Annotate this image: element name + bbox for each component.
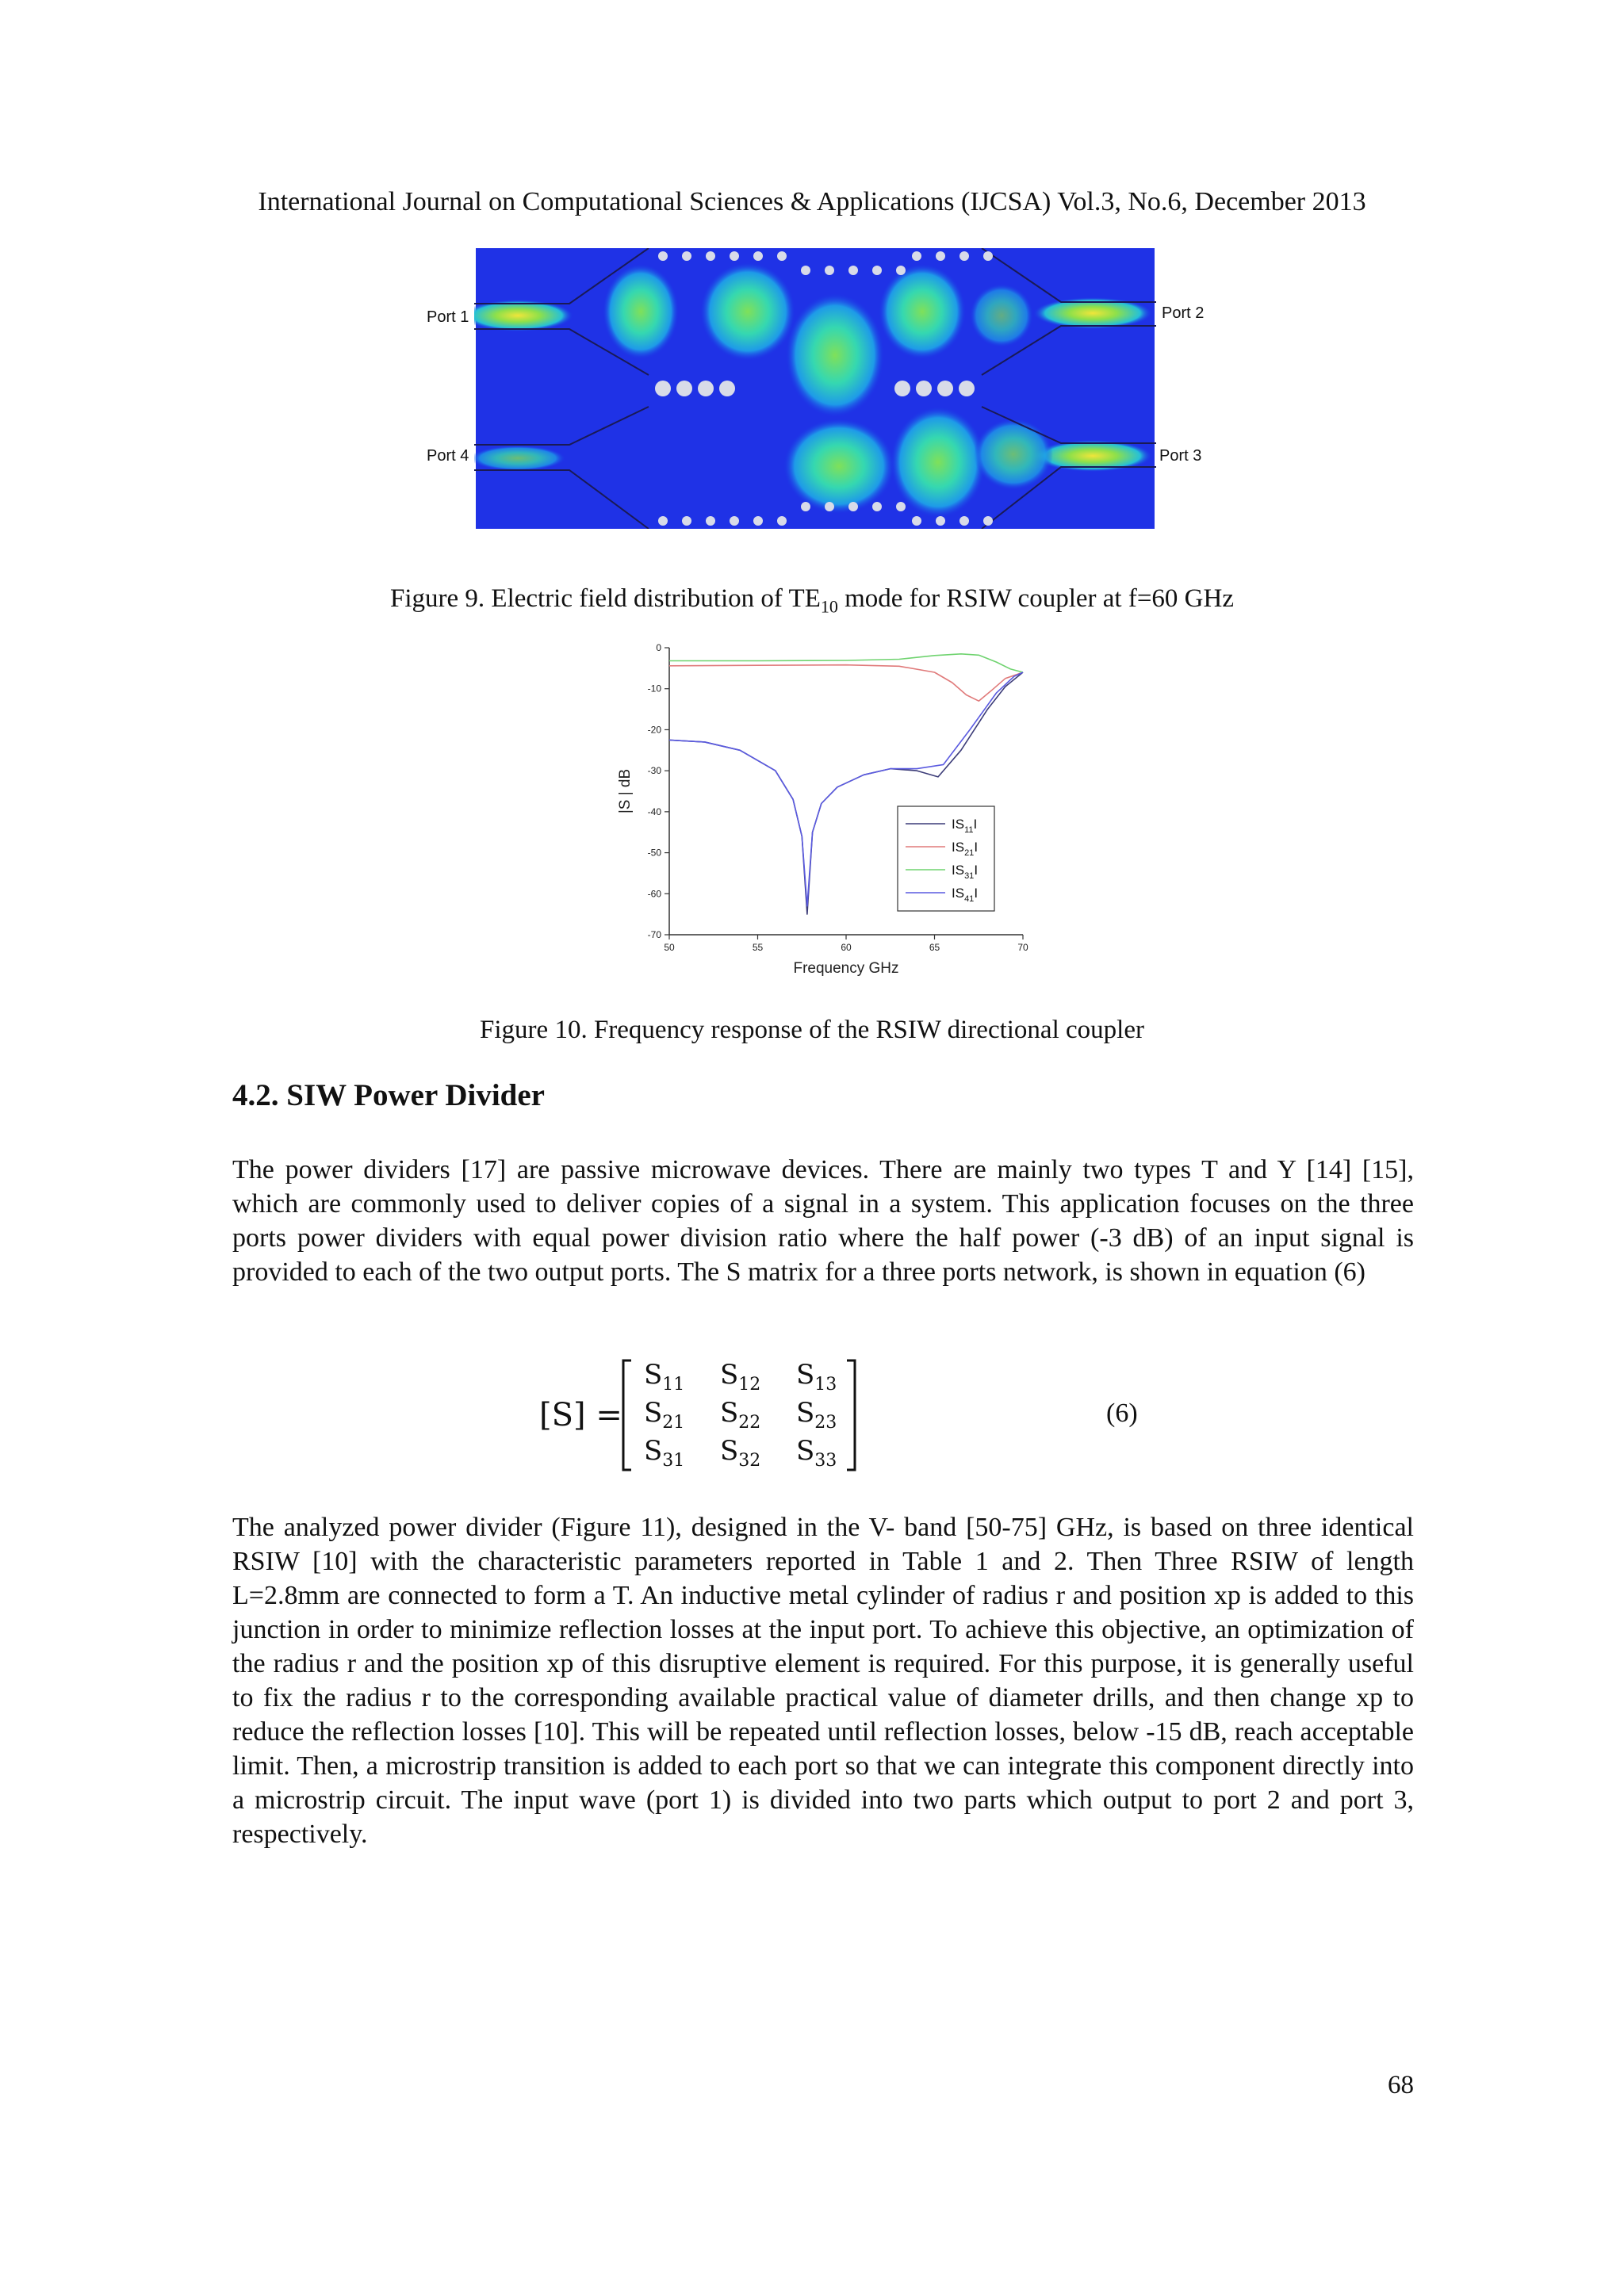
matrix-cell: $S_{21}$ [644, 1397, 685, 1433]
series-line [669, 665, 1023, 702]
y-tick-label: -30 [647, 765, 661, 777]
x-tick-label: 50 [664, 942, 675, 953]
y-tick-label: 0 [656, 642, 661, 653]
matrix-cell: $S_{13}$ [796, 1359, 837, 1395]
paragraph-1: The power dividers [17] are passive microwave devices. There are mainly two types T and Y [14] [15], which are commonly used to deliver copies of a signal in a system. This application focuses on the three ports power dividers with equal power division ratio where the half power (-3 dB) of an input signal is provided to each of the two output ports. The S matrix for a three ports network, is shown in equation (6) [232, 1155, 1414, 1287]
s-matrix [626, 1356, 848, 1475]
page-number: 68 [1388, 2071, 1414, 2099]
section-heading: 4.2. SIW Power Divider [232, 1078, 545, 1112]
y-tick-label: -20 [647, 724, 661, 736]
x-tick-label: 65 [929, 942, 940, 953]
port-1-label: Port 1 [427, 308, 469, 326]
legend-entry: $IS_{21}I$ [952, 840, 979, 858]
y-tick-label: -70 [647, 929, 661, 940]
journal-header: International Journal on Computational Sciences & Applications (IJCSA) Vol.3, No.6, December 2013 [258, 187, 1366, 216]
matrix-cell: $S_{33}$ [796, 1435, 837, 1471]
equation-lhs: [S] = [539, 1397, 622, 1433]
equation-number: (6) [1106, 1399, 1138, 1428]
field-distribution-figure [474, 248, 1156, 529]
x-axis-label: Frequency GHz [793, 960, 899, 977]
port-2-label: Port 2 [1162, 304, 1205, 322]
y-tick-label: -50 [647, 847, 661, 859]
y-tick-label: -10 [647, 683, 661, 695]
figure-9-caption: Figure 9. Electric field distribution of $TE_{10}$ mode for RSIW coupler at f=60 GHz [390, 584, 1234, 617]
port-4-label: Port 4 [427, 447, 469, 465]
legend-entry: $IS_{11}I$ [952, 817, 978, 835]
port-3-label: Port 3 [1159, 447, 1202, 465]
matrix-cell: $S_{31}$ [644, 1435, 685, 1471]
x-tick-label: 55 [752, 942, 764, 953]
y-tick-label: -60 [647, 888, 661, 900]
x-tick-label: 60 [841, 942, 852, 953]
legend-box [898, 806, 994, 911]
matrix-cell: $S_{22}$ [720, 1397, 761, 1433]
matrix-cell: $S_{12}$ [720, 1359, 761, 1395]
matrix-cell: $S_{11}$ [644, 1359, 685, 1395]
series-line [669, 654, 1023, 672]
figure-10-caption: Figure 10. Frequency response of the RSIW directional coupler [480, 1016, 1144, 1044]
matrix-cell: $S_{23}$ [796, 1397, 837, 1433]
y-tick-label: -40 [647, 806, 661, 817]
y-axis-label: |S | dB [617, 768, 634, 814]
matrix-cell: $S_{32}$ [720, 1435, 761, 1471]
x-tick-label: 70 [1017, 942, 1028, 953]
s-parameter-chart [612, 638, 1037, 985]
legend-entry: $IS_{31}I$ [952, 863, 979, 881]
legend-entry: $IS_{41}I$ [952, 886, 979, 904]
paragraph-2: The analyzed power divider (Figure 11), designed in the V- band [50-75] GHz, is based on three identical RSIW [10] with the characteristic parameters reported in Table 1 and 2. Then Three RSIW of length L=2.8mm are connected to form a T. An inductive metal cylinder of radius r and position xp is added to this junction in order to minimize reflection losses at the input port. To achieve this objective, an optimization of the radius r and the position xp of this disruptive element is required. For this purpose, it is generally useful to fix the radius r to the corresponding available practical value of diameter drills, and then change xp to reduce the reflection losses [10]. This will be repeated until reflection losses, below -15 dB, reach acceptable limit. Then, a microstrip transition is added to each port so that we can integrate this component directly into a microstrip circuit. The input wave (port 1) is divided into two parts which output to port 2 and port 3, respectively. [232, 1513, 1414, 1849]
